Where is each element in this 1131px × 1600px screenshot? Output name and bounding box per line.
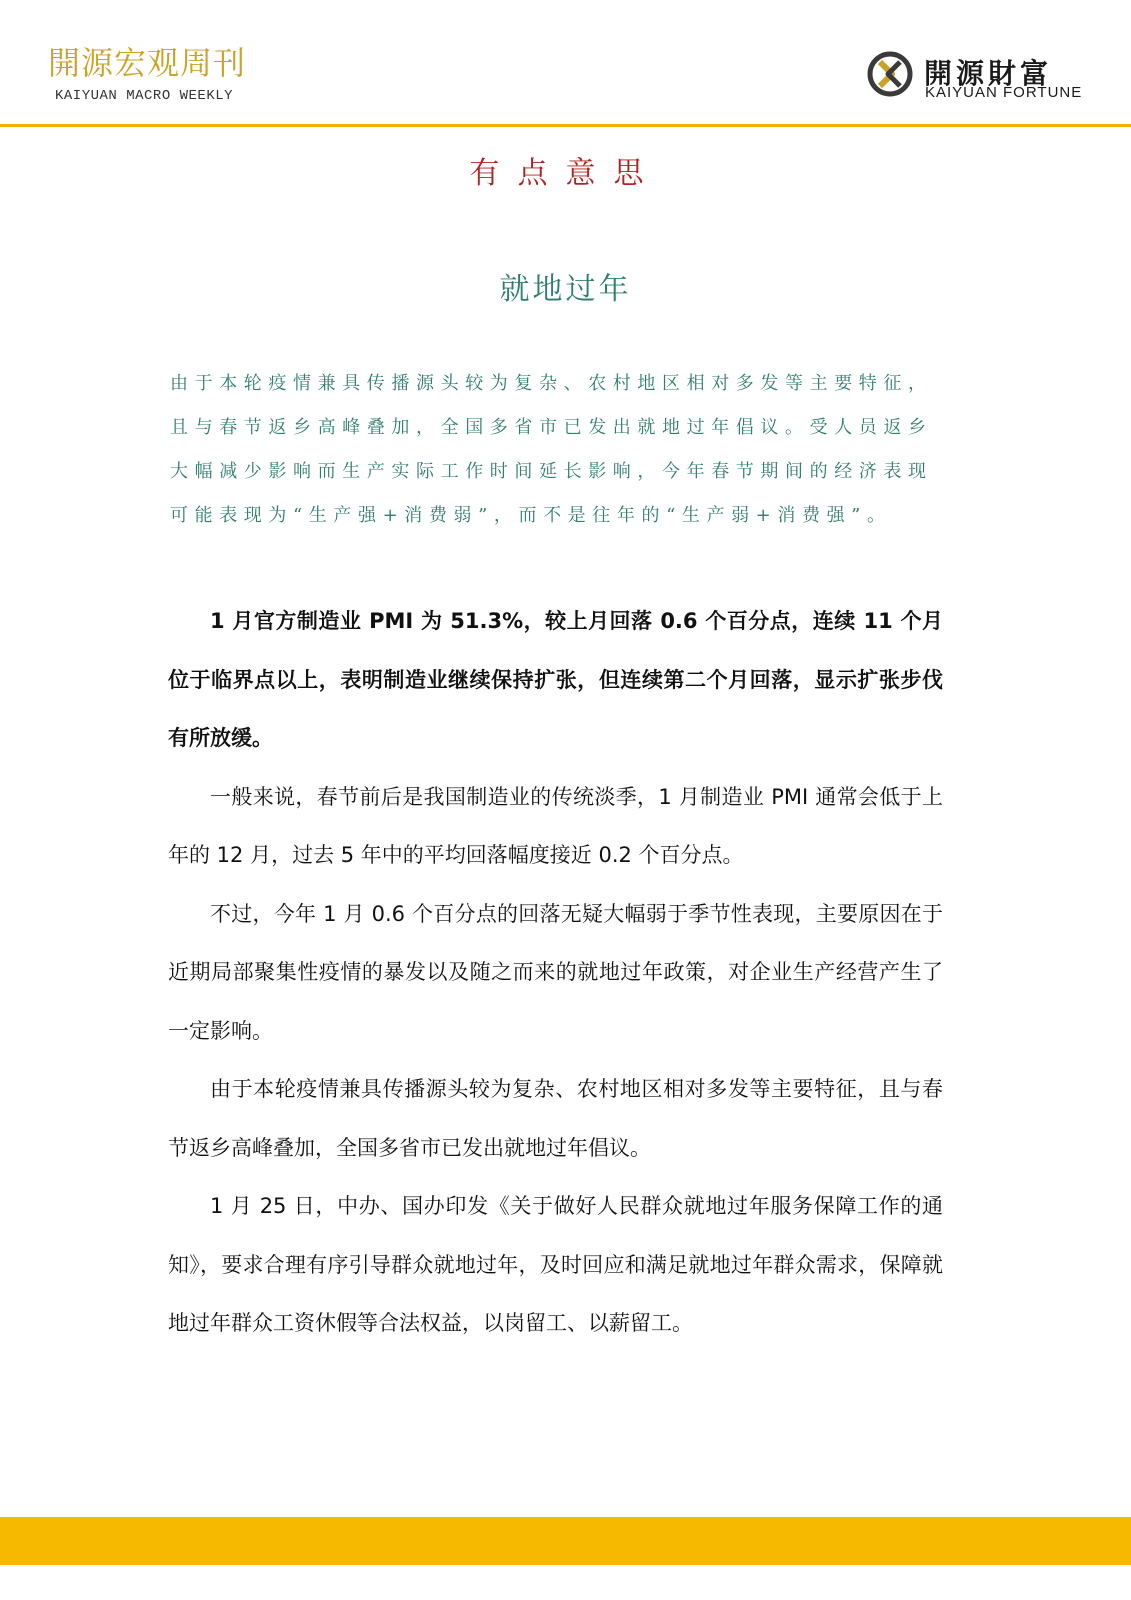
body-paragraph: 一般来说，春节前后是我国制造业的传统淡季，1 月制造业 PMI 通常会低于上年的 12 月，过去 5 年中的平均回落幅度接近 0.2 个百分点。 [168, 784, 943, 867]
brand-subtitle: KAIYUAN MACRO WEEKLY [55, 88, 234, 104]
body-paragraph: 由于本轮疫情兼具传播源头较为复杂、农村地区相对多发等主要特征，且与春节返乡高峰叠加，全国多省市已发出就地过年倡议。 [168, 1077, 943, 1160]
lead-paragraph: 1 月官方制造业 PMI 为 51.3%，较上月回落 0.6 个百分点，连续 11 个月位于临界点以上，表明制造业继续保持扩张，但连续第二个月回落，显示扩张步伐有所放缓。 [168, 609, 943, 750]
article-title: 就地过年 [499, 272, 632, 307]
article-body [168, 592, 943, 1353]
header-divider [0, 124, 1131, 127]
body-paragraph: 不过，今年 1 月 0.6 个百分点的回落无疑大幅弱于季节性表现，主要原因在于近期局部聚集性疫情的暴发以及随之而来的就地过年政策，对企业生产经营产生了一定影响。 [168, 901, 943, 1043]
footer-bar [0, 1517, 1131, 1565]
section-title: 有点意思 [469, 156, 662, 191]
page-header [0, 0, 1131, 126]
logo-text-cn: 開源財富 [924, 57, 1053, 90]
company-logo [866, 50, 1106, 110]
body-paragraph: 1 月 25 日，中办、国办印发《关于做好人民群众就地过年服务保障工作的通知》，要求合理有序引导群众就地过年，及时回应和满足就地过年群众需求，保障就地过年群众工资休假等合法权益，以岗留工、以薪留工。 [168, 1194, 943, 1335]
article-summary: 由于本轮疫情兼具传播源头较为复杂、农村地区相对多发等主要特征，且与春节返乡高峰叠加，全国多省市已发出就地过年倡议。受人员返乡大幅减少影响而生产实际工作时间延长影响，今年春节期间的经济表现可能表现为“生产强+消费弱”，而不是往年的“生产弱+消费强”。 [170, 373, 933, 526]
brand-title: 開源宏观周刊 [48, 44, 247, 82]
logo-text-en: KAIYUAN FORTUNE [925, 84, 1083, 101]
kaiyuan-logo-icon [866, 50, 914, 98]
